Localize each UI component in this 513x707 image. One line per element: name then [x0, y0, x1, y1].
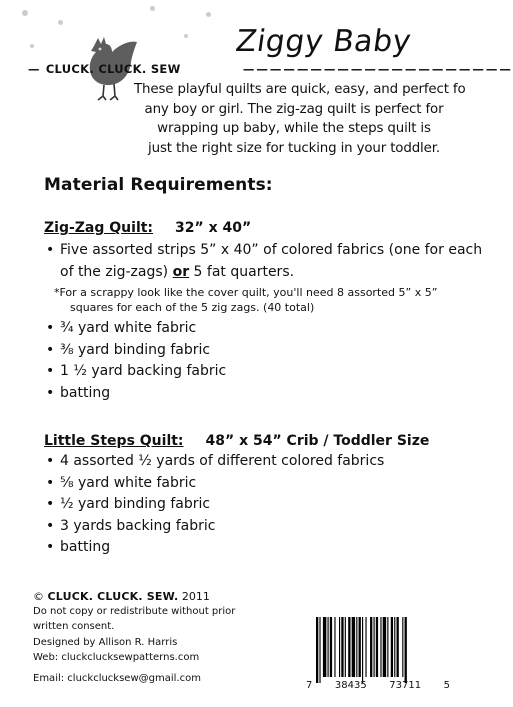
- or-emphasis: or: [172, 263, 190, 280]
- list-item: • batting: [44, 383, 482, 405]
- barcode-bar: [339, 617, 340, 677]
- steps-size: 48” x 54” Crib / Toddler Size: [205, 433, 430, 449]
- intro-line: These playful quilts are quick, easy, and perfect fo: [134, 82, 466, 97]
- barcode-bar: [376, 617, 378, 677]
- barcode-bar: [323, 617, 326, 677]
- note-line: *For a scrappy look like the cover quilt, you'll need 8 assorted 5” x 5”: [54, 286, 438, 299]
- barcode-bar: [345, 617, 346, 677]
- footer-credits: [33, 589, 235, 686]
- footer-email: Email: cluckclucksew@gmail.com: [33, 673, 201, 685]
- steps-name: Little Steps Quilt:: [44, 433, 184, 449]
- footer-line: written consent.: [33, 621, 115, 633]
- zigzag-heading: [44, 220, 482, 236]
- brand-name: CLUCK. CLUCK. SEW: [45, 62, 181, 76]
- material-heading: Material Requirements:: [44, 175, 273, 195]
- barcode-bar: [387, 617, 388, 677]
- intro-line: any boy or girl. The zig-zag quilt is perfect for: [144, 101, 444, 117]
- zigzag-name: Zig-Zag Quilt:: [44, 220, 154, 236]
- footer-web: Web: cluckclucksewpatterns.com: [33, 651, 200, 663]
- intro-paragraph: [134, 80, 466, 158]
- intro-line: wrapping up baby, while the steps quilt is: [157, 121, 431, 136]
- barcode-bar: [391, 617, 393, 677]
- brand-header-line: — CLUCK. CLUCK. SEW ————————————————————: [28, 62, 513, 76]
- barcode-bar: [397, 617, 399, 677]
- list-item: • ¾ yard white fabric: [44, 318, 482, 340]
- note-line: squares for each of the 5 zig zags. (40 total): [70, 301, 315, 314]
- list-item-continuation: of the zig-zags) or 5 fat quarters.: [60, 263, 295, 280]
- barcode-bar: [365, 617, 366, 677]
- list-item: • ⅝ yard white fabric: [44, 473, 429, 495]
- steps-list: [44, 451, 429, 559]
- barcode-bar: [316, 617, 318, 683]
- barcode-bar: [359, 617, 361, 677]
- barcode-bar: [319, 617, 320, 683]
- scrappy-note: [44, 285, 482, 315]
- barcode-digit: 7: [306, 680, 313, 691]
- intro-line: just the right size for tucking in your toddler.: [148, 140, 440, 156]
- barcode-bar: [380, 617, 381, 677]
- barcode-bar: [330, 617, 332, 677]
- barcode-bar: [405, 617, 407, 683]
- barcode-bar: [374, 617, 375, 677]
- barcode: [314, 617, 442, 685]
- list-item: • ½ yard binding fabric: [44, 494, 429, 516]
- barcode-bar: [341, 617, 343, 677]
- barcode-bar: [334, 617, 335, 677]
- zigzag-list: [44, 240, 482, 283]
- copyright-line: © CLUCK. CLUCK. SEW. 2011: [33, 590, 210, 603]
- barcode-bar: [370, 617, 372, 677]
- barcode-digit-group: 73711: [389, 680, 422, 691]
- list-item: • Five assorted strips 5” x 40” of colored fabrics (one for each: [44, 240, 482, 262]
- copyright-brand: CLUCK. CLUCK. SEW.: [47, 590, 179, 603]
- barcode-bar: [383, 617, 386, 677]
- barcode-digit: 5: [443, 680, 450, 691]
- barcode-bar: [348, 617, 350, 677]
- list-item: • 1 ½ yard backing fabric: [44, 361, 482, 383]
- list-item: • ⅜ yard binding fabric: [44, 340, 482, 362]
- list-item: • 4 assorted ½ yards of different colored fabrics: [44, 451, 429, 473]
- barcode-bar: [352, 617, 355, 677]
- barcode-bar: [328, 617, 329, 677]
- zigzag-size: 32” x 40”: [175, 220, 252, 236]
- barcode-bar: [356, 617, 357, 677]
- barcode-bar: [362, 617, 363, 683]
- steps-heading: [44, 433, 429, 449]
- copyright-year: 2011: [181, 590, 210, 603]
- barcode-bar: [402, 617, 403, 677]
- steps-section: [44, 433, 429, 559]
- list-item: • batting: [44, 537, 429, 559]
- list-item: • 3 yards backing fabric: [44, 516, 429, 538]
- zigzag-section: [44, 220, 482, 404]
- zigzag-list-more: [44, 318, 482, 404]
- barcode-digit-group: 38435: [334, 680, 367, 691]
- barcode-number: [306, 680, 450, 691]
- footer-line: Do not copy or redistribute without prior: [33, 606, 236, 618]
- barcode-bar: [394, 617, 395, 677]
- pattern-title: Ziggy Baby: [233, 24, 414, 59]
- footer-line: Designed by Allison R. Harris: [33, 636, 178, 648]
